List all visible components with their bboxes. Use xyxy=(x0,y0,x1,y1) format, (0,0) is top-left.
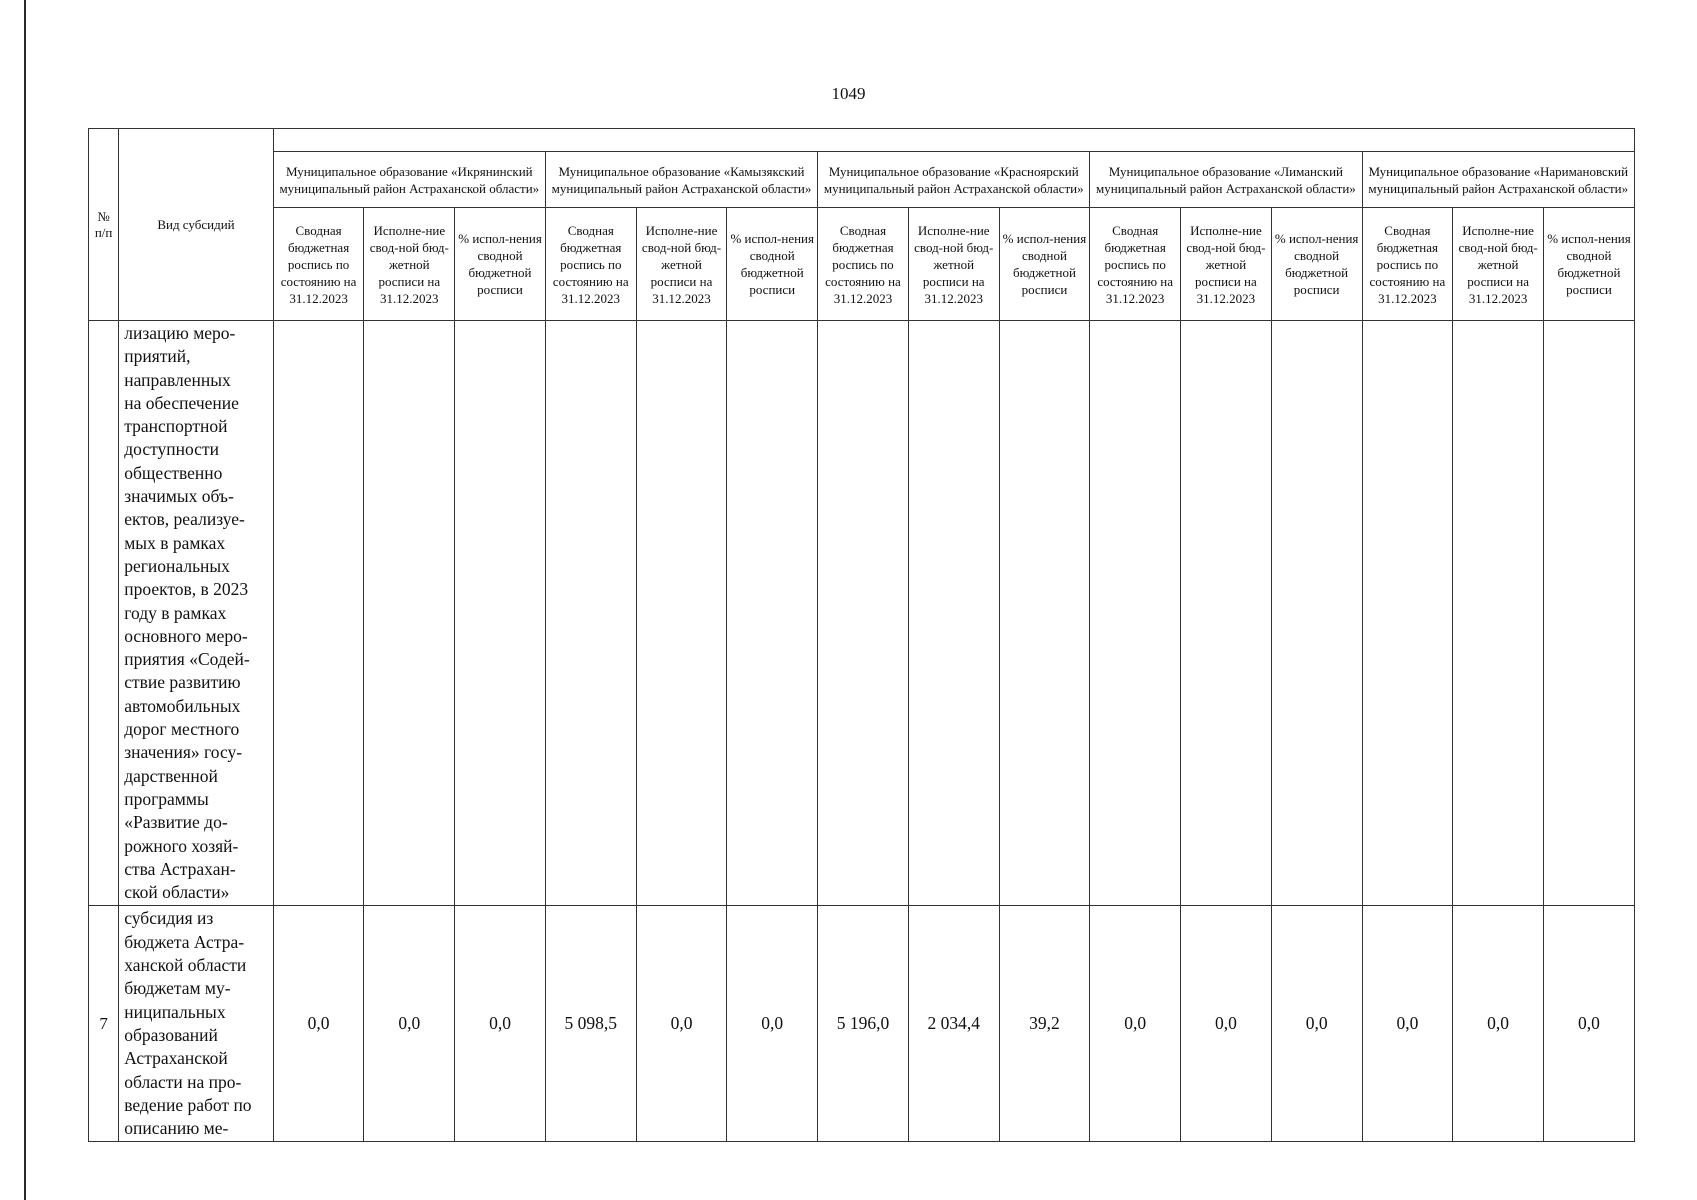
value-cell: 0,0 xyxy=(455,906,546,1142)
header-execution: Исполне-ние свод-ной бюд-жетной росписи на 31.12.2023 xyxy=(636,208,727,321)
value-cell: 0,0 xyxy=(727,906,818,1142)
value-cell xyxy=(1271,321,1362,906)
header-execution-percent: % испол-нения сводной бюджетной росписи xyxy=(1543,208,1634,321)
value-cell xyxy=(545,321,636,906)
budget-subsidy-table xyxy=(88,128,1635,1142)
header-execution-percent: % испол-нения сводной бюджетной росписи xyxy=(727,208,818,321)
header-execution: Исполне-ние свод-ной бюд-жетной росписи на 31.12.2023 xyxy=(908,208,999,321)
value-cell xyxy=(636,321,727,906)
value-cell: 0,0 xyxy=(273,906,364,1142)
row-number xyxy=(89,321,119,906)
header-execution: Исполне-ние свод-ной бюд-жетной росписи на 31.12.2023 xyxy=(1181,208,1272,321)
row-number: 7 xyxy=(89,906,119,1142)
value-cell xyxy=(1362,321,1453,906)
header-execution-percent: % испол-нения сводной бюджетной росписи xyxy=(999,208,1090,321)
value-cell: 39,2 xyxy=(999,906,1090,1142)
header-num: № п/п xyxy=(89,129,119,321)
value-cell xyxy=(1090,321,1181,906)
value-cell xyxy=(1181,321,1272,906)
header-execution: Исполне-ние свод-ной бюд-жетной росписи на 31.12.2023 xyxy=(364,208,455,321)
value-cell: 0,0 xyxy=(1362,906,1453,1142)
header-blank-cell xyxy=(273,129,1634,152)
value-cell: 2 034,4 xyxy=(908,906,999,1142)
row-description: лизацию меро- приятий, направленных на обеспечение транспортной доступности общественно значимых объ- ектов, реализуе- мых в рамках региональных проектов, в 2023 году в рамках основного меро- приятия «Содей- ствие развитию автомобильных дорог местного значения» госу- дарственной программы «Развитие до- рожного хозяй- ства Астрахан- ской области» xyxy=(119,321,273,906)
value-cell: 0,0 xyxy=(1453,906,1544,1142)
page-binding-line xyxy=(24,0,26,1200)
value-cell xyxy=(1453,321,1544,906)
header-budget-plan: Сводная бюджетная роспись по состоянию на 31.12.2023 xyxy=(1362,208,1453,321)
header-top-blank-row xyxy=(89,129,1635,152)
header-municipality-ikryaninsky: Муниципальное образование «Икрянинский муниципальный район Астраханской области» xyxy=(273,152,545,208)
header-subsidy-kind: Вид субсидий xyxy=(119,129,273,321)
value-cell xyxy=(818,321,909,906)
table-row-7 xyxy=(89,906,1635,1142)
value-cell xyxy=(727,321,818,906)
value-cell: 0,0 xyxy=(1090,906,1181,1142)
header-municipality-narimanovsky: Муниципальное образование «Наримановский муниципальный район Астраханской области» xyxy=(1362,152,1634,208)
value-cell xyxy=(273,321,364,906)
header-municipality-kamyzyaksky: Муниципальное образование «Камызякский муниципальный район Астраханской области» xyxy=(545,152,817,208)
header-budget-plan: Сводная бюджетная роспись по состоянию на 31.12.2023 xyxy=(273,208,364,321)
value-cell xyxy=(908,321,999,906)
value-cell xyxy=(455,321,546,906)
value-cell: 0,0 xyxy=(364,906,455,1142)
header-municipality-row xyxy=(89,152,1635,208)
value-cell xyxy=(364,321,455,906)
header-budget-plan: Сводная бюджетная роспись по состоянию на 31.12.2023 xyxy=(545,208,636,321)
value-cell: 0,0 xyxy=(636,906,727,1142)
row-description: субсидия из бюджета Астра- ханской области бюджетам му- ниципальных образований Астраханской области на про- ведение работ по описанию ме- xyxy=(119,906,273,1142)
value-cell xyxy=(999,321,1090,906)
value-cell: 0,0 xyxy=(1543,906,1634,1142)
header-municipality-krasnoyarsky: Муниципальное образование «Красноярский муниципальный район Астраханской области» xyxy=(818,152,1090,208)
header-budget-plan: Сводная бюджетная роспись по состоянию на 31.12.2023 xyxy=(818,208,909,321)
value-cell: 5 196,0 xyxy=(818,906,909,1142)
value-cell: 0,0 xyxy=(1181,906,1272,1142)
header-execution: Исполне-ние свод-ной бюд-жетной росписи на 31.12.2023 xyxy=(1453,208,1544,321)
header-budget-plan: Сводная бюджетная роспись по состоянию на 31.12.2023 xyxy=(1090,208,1181,321)
header-municipality-limansky: Муниципальное образование «Лиманский муниципальный район Астраханской области» xyxy=(1090,152,1362,208)
header-execution-percent: % испол-нения сводной бюджетной росписи xyxy=(455,208,546,321)
table-row-continuation xyxy=(89,321,1635,906)
value-cell: 0,0 xyxy=(1271,906,1362,1142)
value-cell: 5 098,5 xyxy=(545,906,636,1142)
header-execution-percent: % испол-нения сводной бюджетной росписи xyxy=(1271,208,1362,321)
page-number: 1049 xyxy=(831,84,866,103)
value-cell xyxy=(1543,321,1634,906)
header-subcolumn-row xyxy=(89,208,1635,321)
